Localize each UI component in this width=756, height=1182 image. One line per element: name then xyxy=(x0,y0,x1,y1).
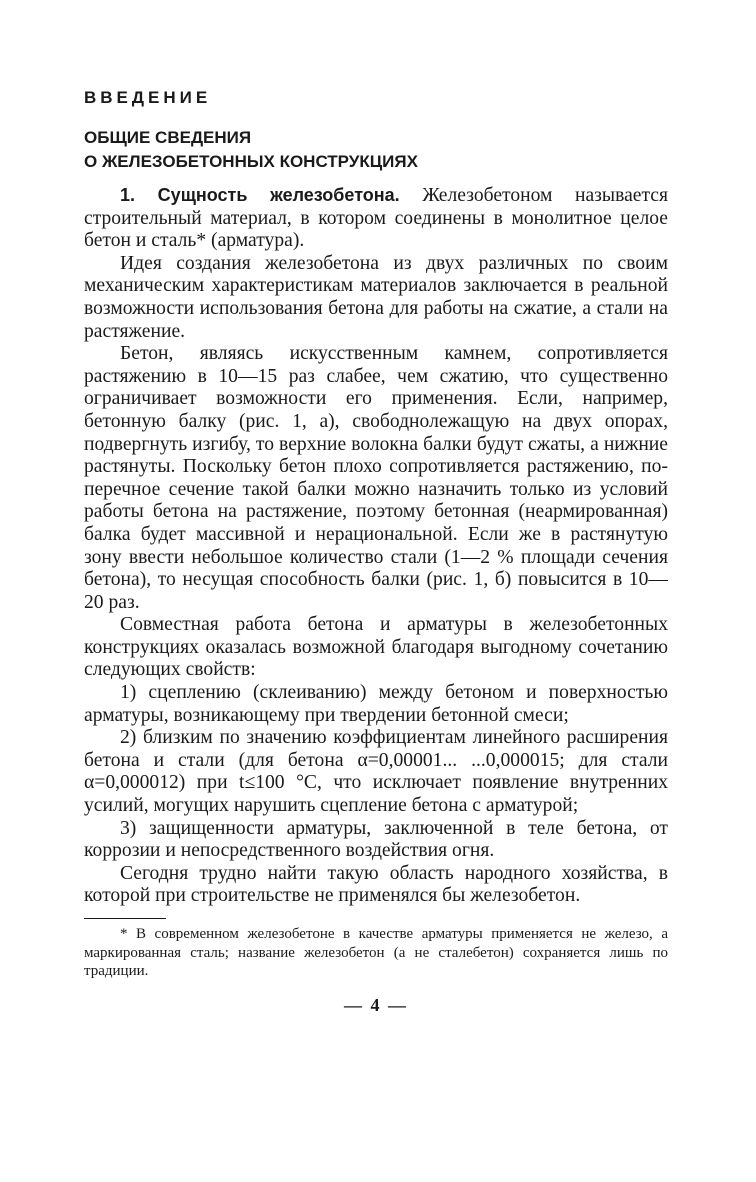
paragraph-lead: 1. Сущность железобетона. xyxy=(120,185,400,205)
section-title-line-1: ОБЩИЕ СВЕДЕНИЯ xyxy=(84,128,252,147)
paragraph-1 xyxy=(84,184,668,253)
page-number: — 4 — xyxy=(344,994,408,1015)
chapter-title: ВВЕДЕНИЕ xyxy=(84,88,212,107)
paragraph-1-text: Железобетоном называется строительный материал, в котором соединены в монолитное целое бетон и сталь* (арматура). xyxy=(84,185,668,252)
list-item-2: 2) близким по значению коэффициентам линейного расширения бетона и стали (для бетона α=0,00001... ...0,000015; для стали α=0,000012) при t≤100 °С, что исключает появление внутренних усилий, могущих нарушить сцепление бетона с арматурой; xyxy=(84,727,668,817)
list-item-1: 1) сцеплению (склеиванию) между бетоном и поверхностью арматуры, возникающему при твердении бетонной смеси; xyxy=(84,682,668,726)
section-title xyxy=(84,126,668,174)
paragraph-4: Совместная работа бетона и арматуры в железобетонных конструкциях оказалась возможной благодаря выгодному сочетанию следующих свойств: xyxy=(84,614,668,681)
section-title-line-2: О ЖЕЛЕЗОБЕТОННЫХ КОНСТРУКЦИЯХ xyxy=(84,152,418,171)
paragraph-2: Идея создания железобетона из двух различных по своим механическим характеристикам материалов заключается в реальной возможности использования бетона для работы на сжатие, а стали на растяжение. xyxy=(84,252,668,342)
footnote-divider xyxy=(84,918,166,919)
book-page xyxy=(84,88,668,1016)
footnote: * В современном железобетоне в качестве арматуры применяется не железо, а маркированная сталь; название железобетон (а не сталебетон) сохраняется лишь по традиции. xyxy=(84,926,668,979)
list-item-3: 3) защищенности арматуры, заключенной в теле бетона, от коррозии и непосредственного воздействия огня. xyxy=(84,817,668,862)
paragraph-final: Сегодня трудно найти такую область народного хозяйства, в которой при строительстве не применялся бы железобетон. xyxy=(84,862,668,907)
paragraph-3: Бетон, являясь искусственным камнем, сопротивляется растяжению в 10—15 раз слабее, чем сжатию, что существенно ограничивает возможности его применения. Если, например, бетонную балку (рис. 1, а), свободнолежащую на двух опорах, подвергнуть изгибу, то верхние волокна балки будут сжаты, а нижние растянуты. Поскольку бетон плохо сопротивляется растяжению, поперечное сечение такой балки можно назначить только из условий работы бетона на растяжение, поэтому бетонная (неармированная) балка будет массивной и нерациональной. Если же в растянутую зону ввести небольшое количество стали (1—2 % площади сечения бетона), то несущая способность балки (рис. 1, б) повысится в 10—20 раз. xyxy=(84,343,668,613)
